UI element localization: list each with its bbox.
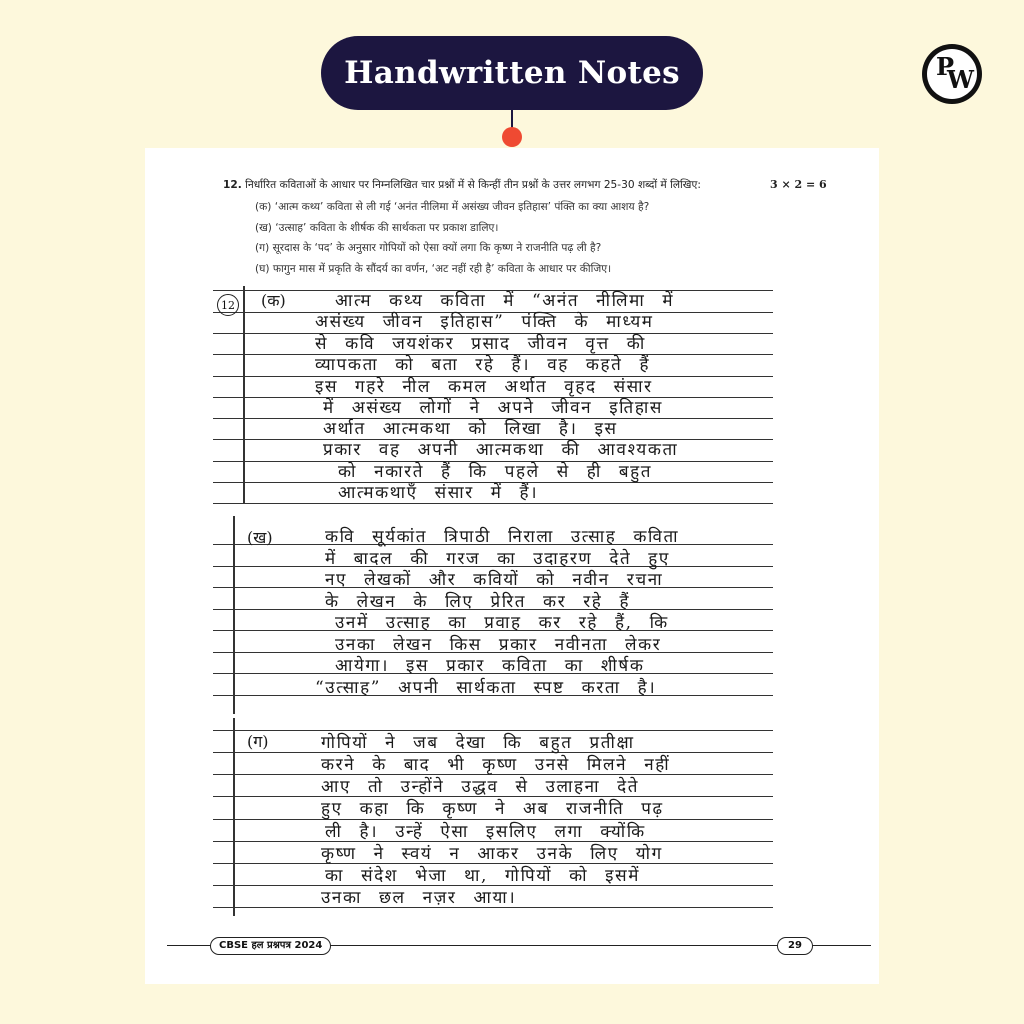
logo-letter-p: P (936, 52, 955, 81)
question-option: (घ) फागुन मास में प्रकृति के सौंदर्य का वर्णन, ‘अट नहीं रही है’ कविता के आधार पर कीजिए। (255, 263, 612, 275)
question-marks: 3 × 2 = 6 (770, 178, 827, 191)
margin-line (243, 286, 245, 504)
handwritten-line: के लेखन के लिए प्रेरित कर रहे हैं (325, 592, 631, 612)
handwritten-line: कृष्ण ने स्वयं न आकर उनके लिए योग (321, 844, 663, 864)
question-number: 12. (223, 179, 242, 191)
page-number: 29 (777, 937, 813, 955)
handwritten-line: आत्मकथाएँ संसार में हैं। (338, 483, 539, 503)
question-circle: 12 (217, 294, 239, 316)
handwritten-line: व्यापकता को बता रहे हैं। वह कहते हैं (315, 355, 651, 375)
handwritten-line: आयेगा। इस प्रकार कविता का शीर्षक (335, 656, 645, 676)
page-title: Handwritten Notes (344, 55, 680, 91)
handwritten-line: असंख्य जीवन इतिहास” पंक्ति के माध्यम (315, 312, 654, 332)
handwritten-line: उनका लेखन किस प्रकार नवीनता लेकर (335, 635, 662, 655)
handwritten-line: इस गहरे नील कमल अर्थात वृहद संसार (315, 377, 653, 397)
handwritten-line: से कवि जयशंकर प्रसाद जीवन वृत्त की (315, 334, 646, 354)
margin-line (233, 718, 235, 916)
document-page (145, 148, 879, 984)
footer-source-label: CBSE हल प्रश्नपत्र 2024 (210, 937, 331, 955)
handwritten-line: प्रकार वह अपनी आत्मकथा की आवश्यकता (323, 440, 679, 460)
handwritten-line: में असंख्य लोगों ने अपने जीवन इतिहास (323, 398, 663, 418)
handwritten-line: का संदेश भेजा था, गोपियों को इसमें (325, 866, 640, 886)
handwritten-line: ली है। उन्हें ऐसा इसलिए लगा क्योंकि (325, 822, 646, 842)
question-option: (ग) सूरदास के ‘पद’ के अनुसार गोपियों को ऐसा क्यों लगा कि कृष्ण ने राजनीति पढ़ ली है? (255, 242, 602, 254)
handwritten-line: उनमें उत्साह का प्रवाह कर रहे हैं, कि (335, 613, 669, 633)
answer-ga (213, 718, 773, 918)
handwritten-line: हुए कहा कि कृष्ण ने अब राजनीति पढ़ (321, 799, 664, 819)
handwritten-line: उनका छल नज़र आया। (321, 888, 517, 908)
handwritten-line: आए तो उन्होंने उद्धव से उलाहना देते (321, 777, 640, 797)
question-option: (क) ‘आत्म कथ्य’ कविता से ली गई ‘अनंत नीलिमा में असंख्य जीवन इतिहास’ पंक्ति का क्या आशय है? (255, 201, 650, 213)
handwritten-line: गोपियों ने जब देखा कि बहुत प्रतीक्षा (321, 733, 635, 753)
answer-ka (213, 286, 773, 506)
answer-label: (ग) (247, 732, 269, 751)
question-option: (ख) ‘उत्साह’ कविता के शीर्षक की सार्थकता पर प्रकाश डालिए। (255, 222, 499, 234)
handwritten-line: आत्म कथ्य कविता में “अनंत नीलिमा में (335, 291, 675, 311)
logo-letter-w: W (947, 65, 974, 94)
answer-label: (क) (261, 291, 286, 310)
handwritten-line: अर्थात आत्मकथा को लिखा है। इस (323, 419, 618, 439)
handwritten-line: को नकारते हैं कि पहले से ही बहुत (338, 462, 653, 482)
question-text: निर्धारित कविताओं के आधार पर निम्नलिखित चार प्रश्नों में से किन्हीं तीन प्रश्नों के उत्तर लगभग 25-30 शब्दों में लिखिए: (245, 179, 701, 191)
handwritten-line: नए लेखकों और कवियों को नवीन रचना (325, 570, 664, 590)
pin-dot (502, 127, 522, 147)
handwritten-line: करने के बाद भी कृष्ण उनसे मिलने नहीं (321, 755, 671, 775)
pw-logo (922, 44, 982, 104)
question-line (223, 178, 701, 192)
pw-logo-mark (927, 49, 977, 99)
handwritten-line: “उत्साह” अपनी सार्थकता स्पष्ट करता है। (315, 678, 657, 698)
title-banner (321, 36, 703, 110)
answer-kha (213, 516, 773, 716)
handwritten-line: में बादल की गरज का उदाहरण देते हुए (325, 549, 670, 569)
margin-line (233, 516, 235, 714)
answer-label: (ख) (247, 528, 273, 547)
handwritten-line: कवि सूर्यकांत त्रिपाठी निराला उत्साह कविता (325, 527, 680, 547)
